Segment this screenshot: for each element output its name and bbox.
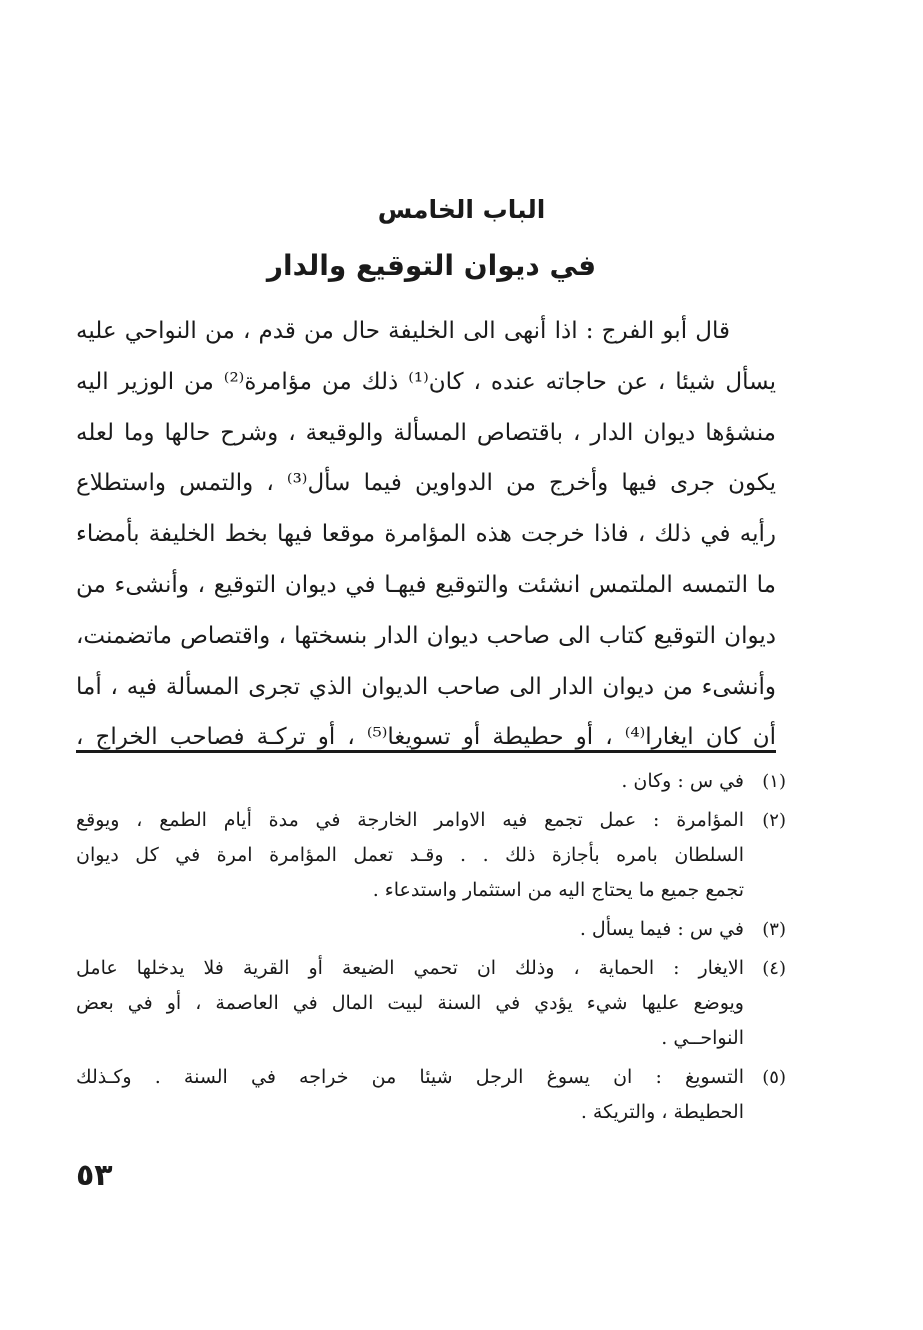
footnote <box>76 1060 786 1130</box>
footnote-divider <box>76 750 776 753</box>
body-line: ما التمسه الملتمس انشئت والتوقيع فيهـا في ديوان التوقيع ، وأنشىء من <box>76 571 776 598</box>
chapter-title: الباب الخامس <box>377 195 546 224</box>
footnote <box>76 764 786 799</box>
footnote-line: المؤامرة : عمل تجمع فيه الاوامر الخارجة في مدة أيام الطمع ، ويوقع <box>76 809 744 831</box>
footnote-number: (٤) <box>762 958 786 979</box>
footnote-line: ويوضع عليها شيء يؤدي في السنة لبيت المال في العاصمة ، أو في بعض <box>76 992 744 1014</box>
body-line: يسأل شيئا ، عن حاجاته عنده ، كان⁽¹⁾ ذلك من مؤامرة⁽²⁾ من الوزير اليه <box>76 368 776 395</box>
footnote-line: في س : وكان . <box>621 770 744 792</box>
footnote-line: الايغار : الحماية ، وذلك ان تحمي الضيعة أو القرية فلا يدخلها عامل <box>76 957 744 979</box>
footnotes <box>76 764 786 1134</box>
body-paragraph <box>76 306 776 763</box>
footnote <box>76 803 786 908</box>
page-number: ٥٣ <box>76 1158 113 1193</box>
body-line: رأيه في ذلك ، فاذا خرجت هذه المؤامرة موقعا فيها بخط الخليفة بأمضاء <box>76 521 776 548</box>
body-line: قال أبو الفرج : اذا أنهى الى الخليفة حال من قدم ، من النواحي عليه <box>76 318 730 344</box>
footnote-number: (١) <box>762 771 786 792</box>
body-line: ديوان التوقيع كتاب الى صاحب ديوان الدار بنسختها ، واقتصاص ماتضمنت، <box>76 622 776 649</box>
footnote-number: (٥) <box>762 1067 786 1088</box>
footnote-line: التسويغ : ان يسوغ الرجل شيئا من خراجه في السنة . وكـذلك <box>76 1066 744 1088</box>
footnote-number: (٢) <box>762 810 786 831</box>
footnote-line: السلطان بامره بأجازة ذلك . . وقـد تعمل المؤامرة امرة في كل ديوان <box>76 844 744 866</box>
chapter-subtitle: في ديوان التوقيع والدار <box>266 249 597 282</box>
body-line: يكون جرى فيها وأخرج من الدواوين فيما سأل⁽³⁾ ، والتمس واستطلاع <box>76 470 776 497</box>
footnote-number: (٣) <box>762 919 786 940</box>
body-line: أن كان ايغارا⁽⁴⁾ ، أو حطيطة أو تسويغا⁽⁵⁾ ، أو تركـة فصاحب الخراج ، <box>76 724 776 751</box>
body-line: منشؤها ديوان الدار ، باقتصاص المسألة والوقيعة ، وشرح حالها وما لعله <box>76 419 776 446</box>
footnote-line: الحطيطة ، والتريكة . <box>580 1101 744 1123</box>
footnote <box>76 912 786 947</box>
body-line: وأنشىء من ديوان الدار الى صاحب الديوان الذي تجرى المسألة فيه ، أما <box>76 673 776 700</box>
footnote-line: النواحــي . <box>661 1027 744 1049</box>
footnote-line: تجمع جميع ما يحتاج اليه من استثمار واستدعاء . <box>372 879 744 901</box>
footnote-line: في س : فيما يسأل . <box>579 918 744 940</box>
footnote <box>76 951 786 1056</box>
